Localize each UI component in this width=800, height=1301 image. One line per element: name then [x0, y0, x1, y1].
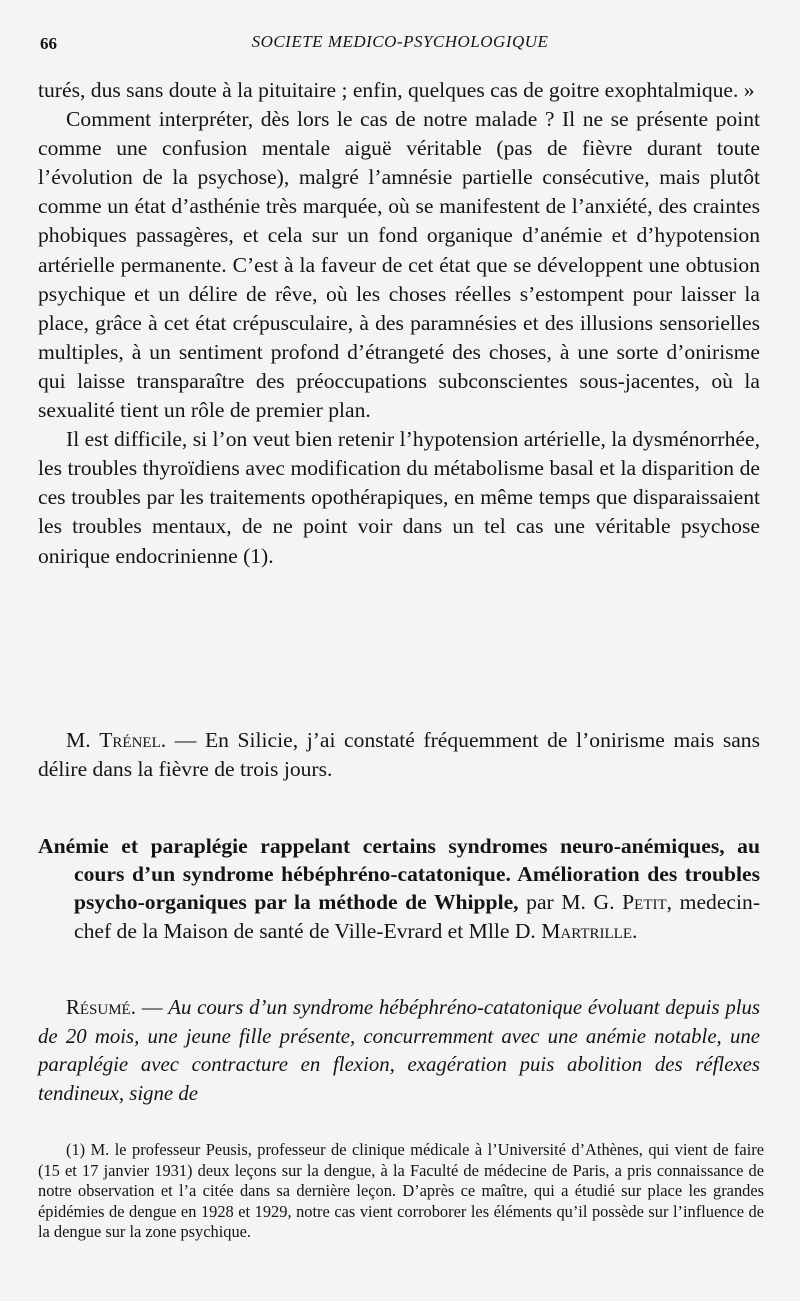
article-title: Anémie et paraplégie rappelant certains syndromes neuro-anémiques, au cours d’un syndrome hébéphréno-catatonique. Amélioration des troubles psycho-organiques par la méthode de Whipple, — [38, 834, 760, 915]
discussion-remark — [38, 726, 760, 784]
remark-text: — En Silicie, j’ai constaté fréquemment de l’onirisme mais sans délire dans la fièvre de trois jours. — [38, 728, 761, 782]
body-text — [38, 76, 760, 571]
summary-dash: — — [141, 996, 163, 1019]
summary-paragraph — [38, 994, 760, 1108]
paragraph-conclusion: Il est difficile, si l’on veut bien retenir l’hypotension artérielle, la dysménorrhée, les troubles thyroïdiens avec modification du métabolisme basal et la disparition de ces troubles par les traitements opothérapiques, en même temps que disparaissaient les troubles mentaux, de ne point voir dans un tel cas une véritable psychose onirique endocrinienne (1). — [38, 427, 760, 568]
speaker-name: Trénel. — [99, 728, 167, 752]
author-role: medecin-chef de la Maison de santé de Ville-Evrard et Mlle D. — [74, 890, 761, 943]
paragraph-interpretation: Comment interpréter, dès lors le cas de notre malade ? Il ne se présente point comme une confusion mentale aiguë véritable (pas de fièvre durant toute l’évolution de la psychose), malgré l’amnésie partielle consécutive, mais plutôt comme un état d’asthénie très marquée, où se manifestent de l’anxiété, des craintes phobiques passagères, et cela sur un fond organique d’anémie et d’hypotension artérielle permanente. C’est à la faveur de cet état que se développent une obtusion psychique et un délire de rêve, où les choses réelles s’estompent pour laisser la place, grâce à cet état crépusculaire, à des paramnésies et des illusions sensorielles multiples, à un sentiment profond d’étrangeté des choses, à une sorte d’onirisme qui laisse transparaître des préoccupations subconscientes sous-jacentes, où la sexualité tient un rôle de premier plan. — [38, 107, 760, 423]
byline-prefix: par M. G. — [526, 890, 615, 915]
summary-label: Résumé. — [66, 996, 136, 1019]
footnote: (1) M. le professeur Peusis, professeur de clinique médicale à l’Université d’Athènes, qui vient de faire (15 et 17 janvier 1931) deux leçons sur la dengue, à la Faculté de médecine de Paris, a pris connaissance de notre observation et l’a citée dans sa dernière leçon. D’après ce maître, qui a étudié sur place les grandes épidémies de dengue en 1928 et 1929, notre cas vient corroborer les éléments qu’il possède sur l’influence de la dengue sur la zone psychique. — [38, 1140, 764, 1242]
journal-title: SOCIETE MEDICO-PSYCHOLOGIQUE — [251, 32, 549, 51]
speaker-prefix: M. — [66, 728, 91, 752]
summary-text: Au cours d’un syndrome hébéphréno-catatonique évoluant depuis plus de 20 mois, une jeune fille présente, concurremment avec une anémie notable, une paraplégie avec contracture en flexion, exagération puis abolition des réflexes tendineux, signe de — [38, 996, 760, 1105]
author-name: Petit, — [622, 890, 673, 915]
running-head — [40, 32, 760, 58]
page-number: 66 — [40, 34, 57, 53]
coauthor-name: Martrille. — [541, 918, 638, 943]
article-heading — [38, 832, 760, 945]
paragraph-continuation: turés, dus sans doute à la pituitaire ; enfin, quelques cas de goitre exophtalmique. » — [38, 78, 755, 102]
